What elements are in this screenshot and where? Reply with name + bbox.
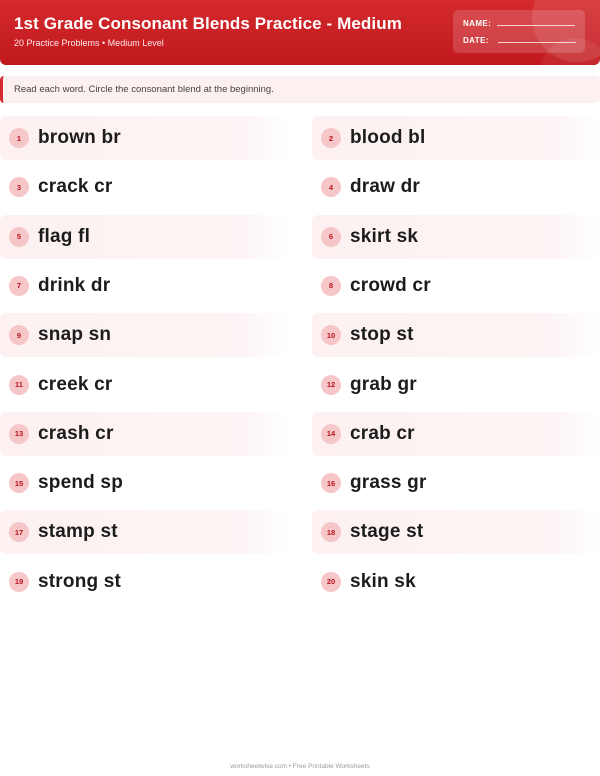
student-info-box — [453, 10, 585, 53]
problem-word: grab gr — [350, 373, 417, 395]
problem-word: stop st — [350, 324, 414, 346]
problem-item[interactable] — [312, 264, 600, 308]
footer-text: worksheetwise.com • Free Printable Worksheets — [230, 763, 370, 770]
problem-item[interactable] — [312, 313, 600, 357]
problem-number-badge: 19 — [9, 572, 29, 592]
problem-item[interactable] — [0, 412, 289, 456]
problem-item[interactable] — [0, 560, 289, 604]
problem-item[interactable] — [0, 264, 289, 308]
problem-number-badge: 10 — [321, 325, 341, 345]
problem-word: crab cr — [350, 422, 415, 444]
problem-item[interactable] — [312, 363, 600, 407]
date-line — [498, 42, 576, 43]
problem-number-badge: 15 — [9, 473, 29, 493]
problem-number-badge: 18 — [321, 522, 341, 542]
problem-number-badge: 11 — [9, 375, 29, 395]
problem-word: grass gr — [350, 472, 427, 494]
instructions-banner: Read each word. Circle the consonant blend at the beginning. — [0, 76, 600, 103]
problem-word: stage st — [350, 521, 424, 543]
problem-word: draw dr — [350, 176, 421, 198]
problem-number-badge: 16 — [321, 473, 341, 493]
problem-item[interactable] — [0, 461, 289, 505]
name-label: NAME: — [463, 19, 492, 28]
problem-number-badge: 20 — [321, 572, 341, 592]
date-field[interactable] — [463, 36, 576, 45]
problem-number-badge: 7 — [9, 276, 29, 296]
problem-word: strong st — [38, 570, 122, 592]
problem-word: flag fl — [38, 225, 91, 247]
name-field[interactable] — [463, 19, 575, 28]
worksheet-header — [0, 0, 600, 65]
problem-number-badge: 1 — [9, 128, 29, 148]
problem-item[interactable] — [312, 412, 600, 456]
problem-word: crowd cr — [350, 274, 431, 296]
problem-item[interactable] — [0, 165, 289, 209]
problem-item[interactable] — [312, 560, 600, 604]
date-label: DATE: — [463, 36, 489, 45]
problem-word: spend sp — [38, 472, 124, 494]
problem-number-badge: 14 — [321, 424, 341, 444]
problem-number-badge: 17 — [9, 522, 29, 542]
problem-number-badge: 12 — [321, 375, 341, 395]
worksheet-subtitle: 20 Practice Problems • Medium Level — [14, 38, 164, 48]
problem-number-badge: 6 — [321, 227, 341, 247]
problem-number-badge: 9 — [9, 325, 29, 345]
problem-word: brown br — [38, 127, 121, 148]
problem-word: stamp st — [38, 521, 118, 543]
problem-item[interactable] — [0, 363, 289, 407]
problem-item[interactable] — [0, 313, 289, 357]
problem-item[interactable] — [0, 215, 289, 259]
problem-number-badge: 4 — [321, 177, 341, 197]
worksheet-title: 1st Grade Consonant Blends Practice - Medium — [14, 14, 402, 33]
problem-word: skin sk — [350, 570, 416, 592]
problem-item[interactable] — [0, 116, 289, 160]
problem-word: creek cr — [38, 373, 113, 395]
problem-item[interactable] — [0, 510, 289, 554]
problem-number-badge: 5 — [9, 227, 29, 247]
problem-item[interactable] — [312, 461, 600, 505]
problem-word: snap sn — [38, 324, 112, 346]
problem-item[interactable] — [312, 215, 600, 259]
problem-number-badge: 3 — [9, 177, 29, 197]
problem-number-badge: 8 — [321, 276, 341, 296]
problem-word: skirt sk — [350, 225, 419, 247]
problem-word: drink dr — [38, 274, 111, 296]
problem-word: blood bl — [350, 127, 426, 148]
problem-number-badge: 2 — [321, 128, 341, 148]
problem-item[interactable] — [312, 510, 600, 554]
problem-word: crack cr — [38, 176, 113, 198]
problem-item[interactable] — [312, 116, 600, 160]
problem-item[interactable] — [312, 165, 600, 209]
problem-word: crash cr — [38, 422, 114, 444]
name-line — [497, 25, 575, 26]
problem-number-badge: 13 — [9, 424, 29, 444]
